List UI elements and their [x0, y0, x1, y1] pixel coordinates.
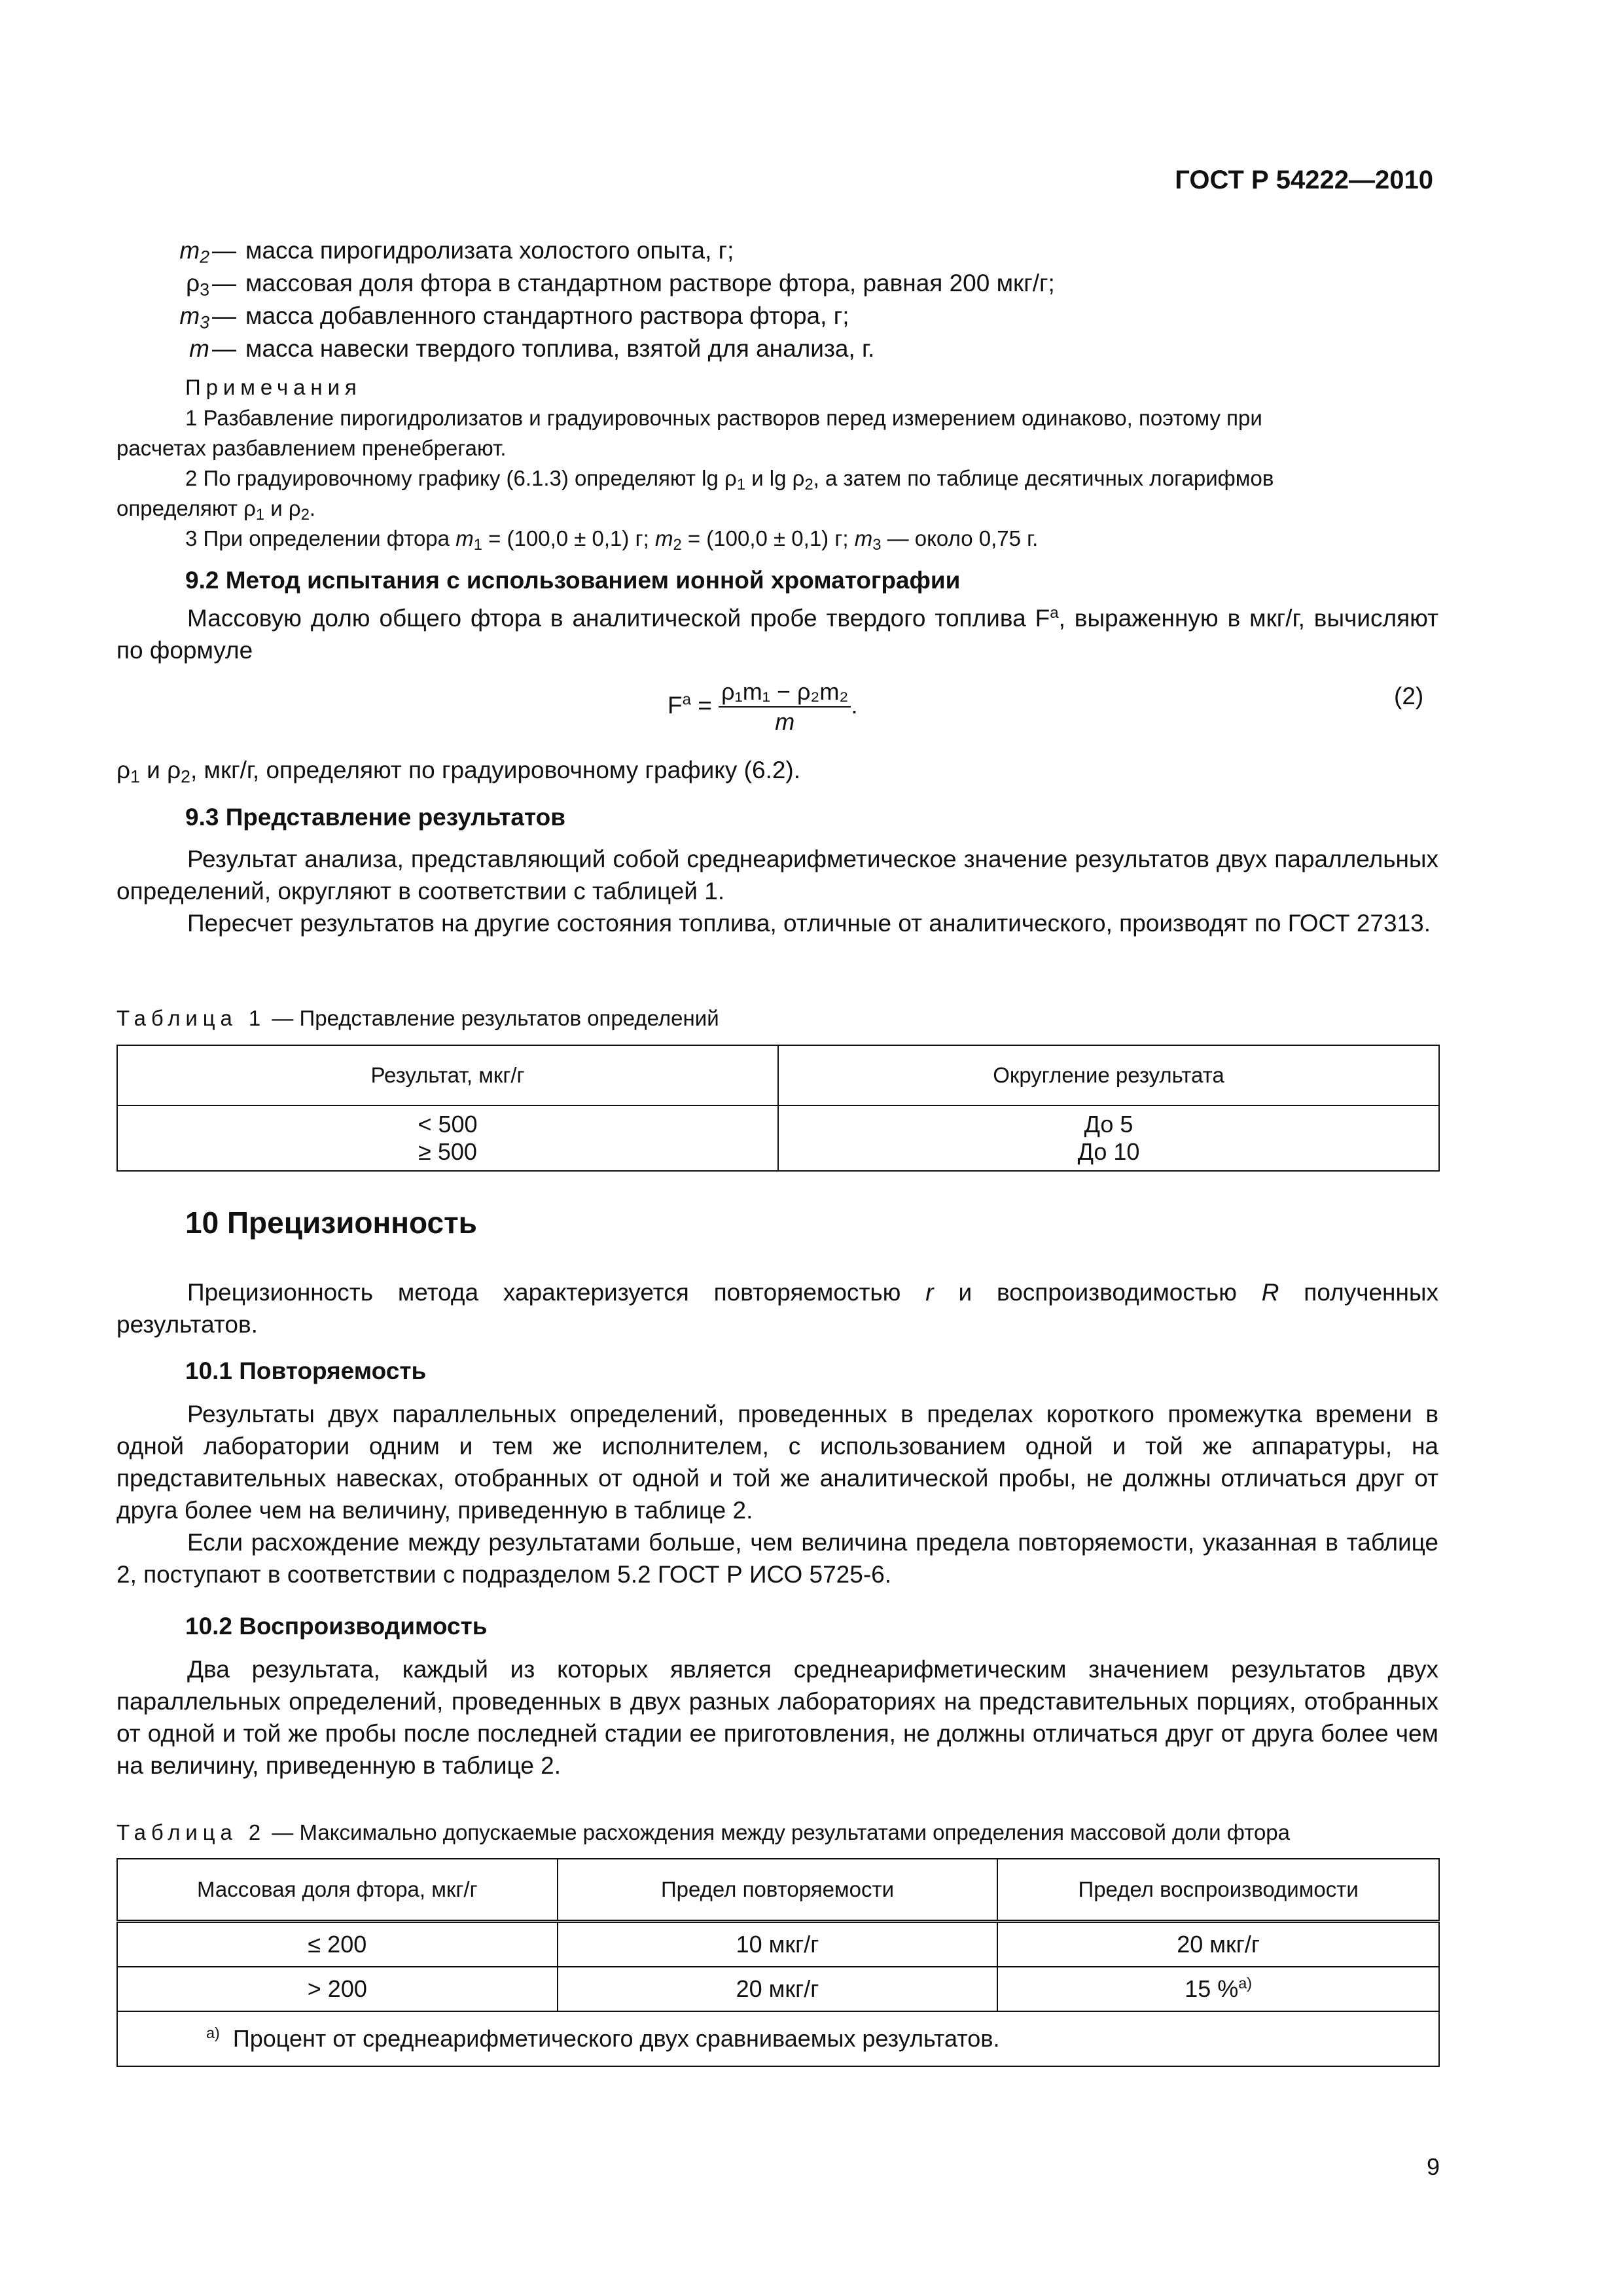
- table-header-cell: Массовая доля фтора, мкг/г: [117, 1859, 558, 1922]
- paragraph-10: Прецизионность метода характеризуется повторяемостью r и воспроизводимостью R полученных результатов.: [116, 1279, 1439, 1338]
- footnote-reference: а): [1238, 1975, 1253, 1992]
- heading-9-3: 9.3 Представление результатов: [185, 804, 565, 831]
- note-2-line-1: 2 По градуировочному графику (6.1.3) определяют $\lg \rho_1$ и $\lg \rho_2$, а затем по таблице десятичных логарифмов: [185, 466, 1274, 493]
- page-number: 9: [1426, 2153, 1440, 2180]
- formula-denominator: m: [775, 708, 795, 735]
- definition-m3: $m_3$ — масса добавленного стандартного раствора фтора, г;: [179, 302, 849, 332]
- table-1-caption: Таблица 1 — Представление результатов определений: [116, 1006, 719, 1030]
- table-cell: До 5 До 10: [778, 1105, 1439, 1171]
- table-header-cell: Округление результата: [778, 1045, 1439, 1105]
- table-footnote-row: [117, 2011, 1439, 2066]
- heading-10-2: 10.2 Воспроизводимость: [185, 1613, 488, 1640]
- table-header-row: [117, 1045, 1439, 1105]
- definition-rho3: $\rho_3$ — массовая доля фтора в стандартном растворе фтора, равная 200 мкг/г;: [186, 270, 1055, 300]
- table-cell: 10 мкг/г: [558, 1922, 998, 1967]
- table-cell: 20 мкг/г: [997, 1922, 1439, 1967]
- table-row: [117, 1967, 1439, 2011]
- standard-number: ГОСТ Р 54222—2010: [1175, 166, 1433, 194]
- paragraph-10-2-1: Два результата, каждый из которых является среднеарифметическим значением результатов двух параллельных определений, проведенных в двух разных лабораториях на представительных порциях, отобранных от одной и той же пробы после последней стадии ее приготовления, не должны отличаться друг от друга более чем на величину, приведенную в таблице 2.: [116, 1656, 1438, 1779]
- definition-m: m — масса навески твердого топлива, взятой для анализа, г.: [189, 335, 875, 362]
- paragraph-9-2: Массовую долю общего фтора в аналитической пробе твердого топлива $F^a$, выраженную в мкг/г, вычисляют по формуле: [116, 603, 1438, 664]
- note-2-line-2: определяют $\rho_1$ и $\rho_2$.: [116, 496, 316, 524]
- formula-2: $F^a$ = $\frac{\text{ρ₁m₁ − ρ₂m₂}}{m}$ .: [668, 678, 858, 735]
- table-cell: 15 %$^{а)}$: [997, 1967, 1439, 2011]
- table-row: [117, 1922, 1439, 1967]
- notes-block: [116, 403, 1440, 554]
- table-header-cell: Предел воспроизводимости: [997, 1859, 1439, 1922]
- table-cell: > 200: [117, 1967, 558, 2011]
- table-cell: ≤ 200: [117, 1922, 558, 1967]
- table-cell: < 500 ≥ 500: [117, 1105, 778, 1171]
- table-header-row: [117, 1859, 1439, 1922]
- paragraph-9-3-1: Результат анализа, представляющий собой среднеарифметическое значение результатов двух параллельных определений, округляют в соответствии с таблицей 1.: [116, 846, 1438, 905]
- table-2: [116, 1858, 1440, 2067]
- equation-number: (2): [1394, 683, 1424, 709]
- table-footnote: $^{а)}$ Процент от среднеарифметического двух сравниваемых результатов.: [117, 2011, 1439, 2066]
- paragraph-9-3: [116, 843, 1438, 939]
- notes-heading: Примечания: [185, 375, 362, 399]
- table-header-cell: Предел повторяемости: [558, 1859, 998, 1922]
- paragraph-9-3-2: Пересчет результатов на другие состояния топлива, отличные от аналитического, производят по ГОСТ 27313.: [187, 910, 1431, 937]
- definition-m2: $m_2$ — масса пирогидролизата холостого опыта, г;: [179, 237, 734, 267]
- table-cell: 20 мкг/г: [558, 1967, 998, 2011]
- paragraph-10-1-2: Если расхождение между результатами больше, чем величина предела повторяемости, указанная в таблице 2, поступают в соответствии с подразделом 5.2 ГОСТ Р ИСО 5725-6.: [116, 1529, 1438, 1588]
- note-1-line-2: расчетах разбавлением пренебрегают.: [116, 436, 507, 460]
- table-1: [116, 1045, 1440, 1172]
- paragraph-10-1-1: Результаты двух параллельных определений, проведенных в пределах короткого промежутка времени в одной лаборатории одним и тем же исполнителем, с использованием одной и той же аппаратуры, на представительных навесках, отобранных от одной и той же аналитической пробы, не должны отличаться друг от друга более чем на величину, приведенную в таблице 2.: [116, 1401, 1438, 1524]
- paragraph-9-2-after: $\rho_1$ и $\rho_2$, мкг/г, определяют по градуировочному графику (6.2).: [116, 757, 801, 787]
- paragraph-10-1: [116, 1398, 1438, 1590]
- note-3: 3 При определении фтора $m_1 = (100,0 \pm 0,1)$ г; $m_2 = (100,0 \pm 0,1)$ г; $m_3$ — около 0,75 г.: [185, 526, 1039, 554]
- heading-10-1: 10.1 Повторяемость: [185, 1357, 427, 1384]
- table-2-caption: Таблица 2 — Максимально допускаемые расхождения между результатами определения массовой доли фтора: [116, 1820, 1291, 1844]
- heading-9-2: 9.2 Метод испытания с использованием ионной хроматографии: [185, 567, 961, 594]
- table-header-cell: Результат, мкг/г: [117, 1045, 778, 1105]
- paragraph-10-2: [116, 1653, 1438, 1782]
- table-row: [117, 1105, 1439, 1171]
- heading-10: 10 Прецизионность: [185, 1206, 477, 1240]
- formula-fraction: [719, 677, 851, 736]
- formula-numerator: ρ₁m₁ − ρ₂m₂: [719, 677, 851, 708]
- note-1-line-1: 1 Разбавление пирогидролизатов и градуировочных растворов перед измерением одинаково, поэтому при: [185, 406, 1262, 430]
